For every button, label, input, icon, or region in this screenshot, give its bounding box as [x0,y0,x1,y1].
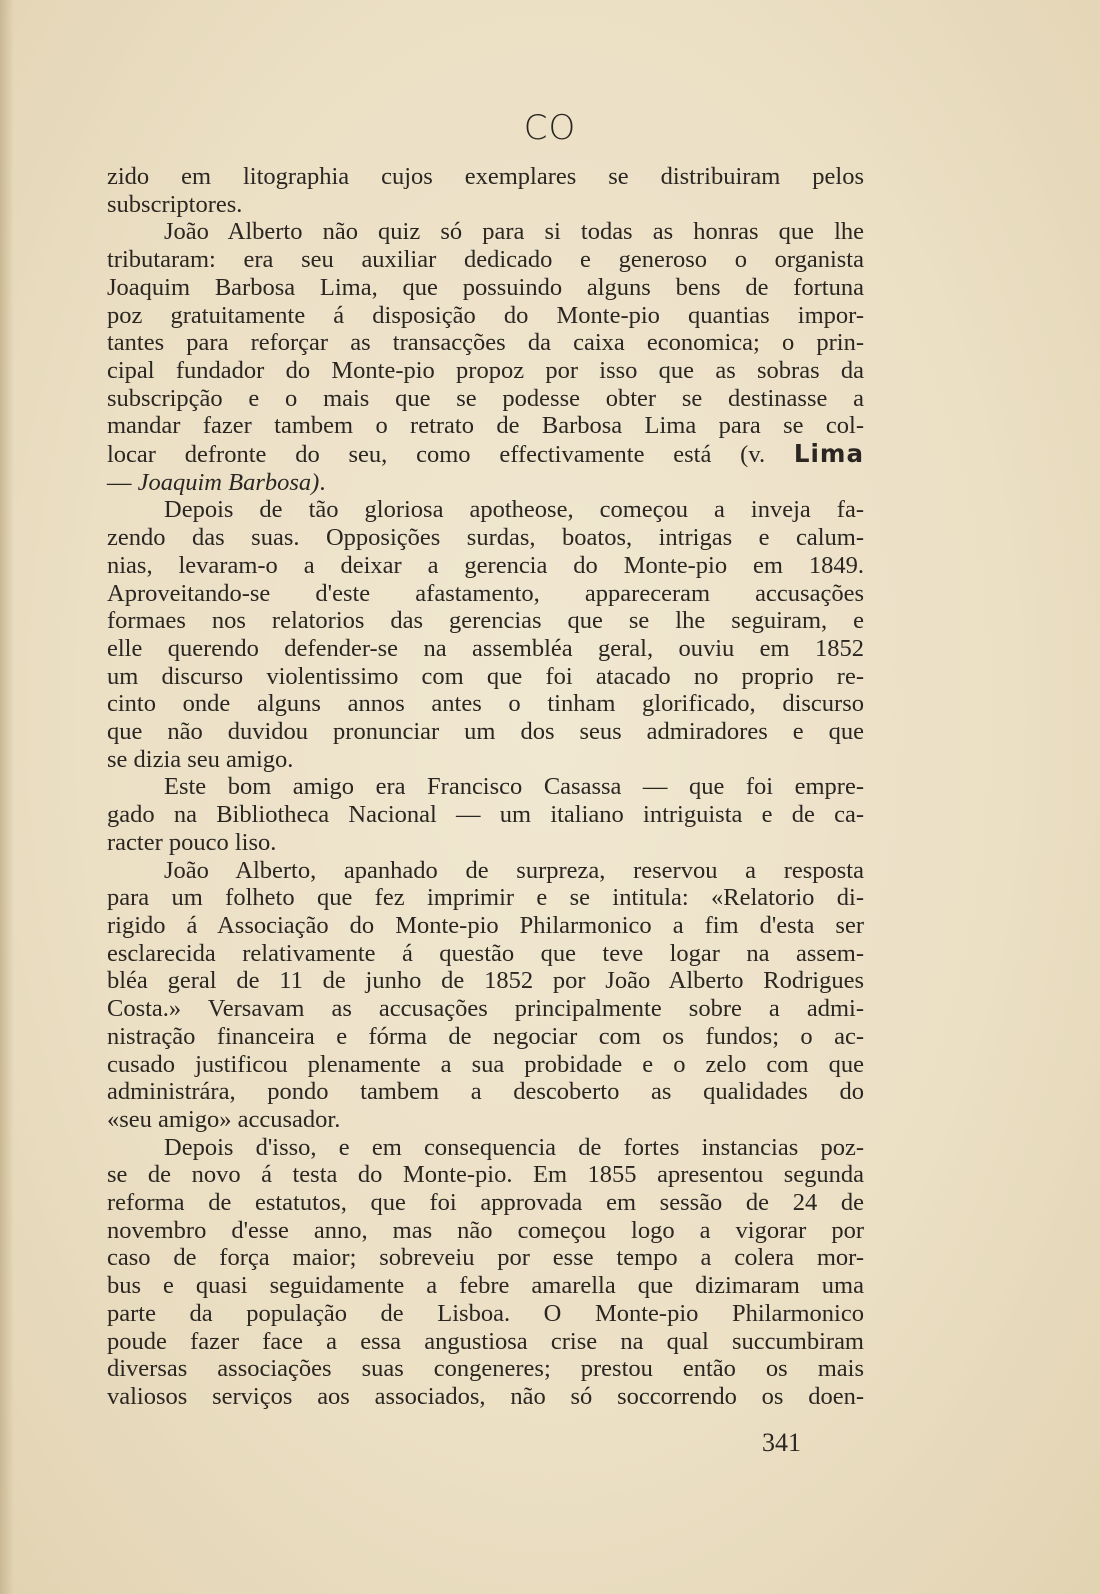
text-line: nistração financeira e fórma de negociar com os fundos; o ac- [107,1022,864,1050]
page-edge-shadow [0,0,14,1594]
running-head: CO [523,108,577,148]
text-line: Joaquim Barbosa Lima, que possuindo alguns bens de fortuna [107,273,864,301]
text-line: diversas associações suas congeneres; prestou então os mais [107,1355,864,1383]
text-line: mandar fazer tambem o retrato de Barbosa Lima para se col- [107,412,864,440]
text-line-with-reference [107,469,864,497]
reference-period: . [319,468,326,496]
text-line: tributaram: era seu auxiliar dedicado e generoso o organista [107,246,864,274]
text-line: caso de força maior; sobreveiu por esse tempo a colera mor- [107,1244,864,1272]
text-line: tantes para reforçar as transacções da caixa economica; o prin- [107,329,864,357]
text-line: subscriptores. [107,190,243,218]
text-line: racter pouco liso. [107,828,277,856]
text-line: administrára, pondo tambem a descoberto as qualidades do [107,1078,864,1106]
text-line: locar defronte do seu, como effectivamente está (v. [107,441,766,469]
text-line: cipal fundador do Monte-pio propoz por isso que as sobras da [107,356,864,384]
text-line: novembro d'esse anno, mas não começou logo a vigorar por [107,1216,864,1244]
paragraph-2 [107,218,864,496]
text-line: cinto onde alguns annos antes o tinham glorificado, discurso [107,690,864,718]
text-line: que não duvidou pronunciar um dos seus admiradores e que [107,718,864,746]
text-line: rigido á Associação do Monte-pio Philarmonico a fim d'esta ser [107,911,864,939]
body-text [107,163,864,1411]
text-line: João Alberto não quiz só para si todas as honras que lhe [164,218,864,246]
text-line: reforma de estatutos, que foi approvada em sessão de 24 de [107,1189,864,1217]
text-line: cusado justificou plenamente a sua probidade e o zelo com que [107,1050,864,1078]
text-line: bléa geral de 11 de junho de 1852 por João Alberto Rodrigues [107,967,864,995]
reference-dash: — [107,468,132,496]
text-line: poude fazer face a essa angustiosa crise na qual succumbiram [107,1327,864,1355]
text-line: parte da população de Lisboa. O Monte-pio Philarmonico [107,1299,864,1327]
paragraph-6 [107,1134,864,1411]
text-line: poz gratuitamente á disposição do Monte-pio quantias impor- [107,301,864,329]
text-line: formaes nos relatorios das gerencias que se lhe seguiram, e [107,607,864,635]
text-line: bus e quasi seguidamente a febre amarella que dizimaram uma [107,1272,864,1300]
paragraph-4 [107,773,864,856]
text-line: zido em litographia cujos exemplares se distribuiram pelos [107,163,864,190]
text-line: gado na Bibliotheca Nacional — um italiano intriguista e de ca- [107,801,864,829]
page-number: 341 [762,1428,801,1457]
cross-reference-term: Lima [793,439,864,469]
paragraph-5 [107,857,864,1134]
text-line: se dizia seu amigo. [107,745,294,773]
text-line: um discurso violentissimo com que foi atacado no proprio re- [107,662,864,690]
text-line: nias, levaram-o a deixar a gerencia do Monte-pio em 1849. [107,551,864,579]
text-line: Costa.» Versavam as accusações principalmente sobre a admi- [107,995,864,1023]
text-line: subscripção e o mais que se podesse obter se destinasse a [107,384,864,412]
text-line: João Alberto, apanhado de surpreza, reservou a resposta [164,856,864,884]
text-line: Depois d'isso, e em consequencia de fortes instancias poz- [164,1133,864,1161]
text-line: esclarecida relativamente á questão que teve logar na assem- [107,939,864,967]
text-line: valiosos serviços aos associados, não só soccorrendo os doen- [107,1382,864,1410]
text-line: zendo das suas. Opposições surdas, boatos, intrigas e calum- [107,524,864,552]
cross-reference-name: Joaquim Barbosa) [137,468,320,496]
text-line: para um folheto que fez imprimir e se intitula: «Relatorio di- [107,884,864,912]
paragraph-3 [107,496,864,773]
text-line-with-reference [107,440,864,469]
text-line: Aproveitando-se d'este afastamento, appareceram accusações [107,579,864,607]
text-line: Depois de tão gloriosa apotheose, começou a inveja fa- [164,496,864,524]
text-line: «seu amigo» accusador. [107,1105,341,1133]
paragraph-1 [107,163,864,218]
text-line: se de novo á testa do Monte-pio. Em 1855 apresentou segunda [107,1161,864,1189]
text-line: elle querendo defender-se na assembléa geral, ouviu em 1852 [107,634,864,662]
text-line: Este bom amigo era Francisco Casassa — que foi empre- [164,773,864,801]
